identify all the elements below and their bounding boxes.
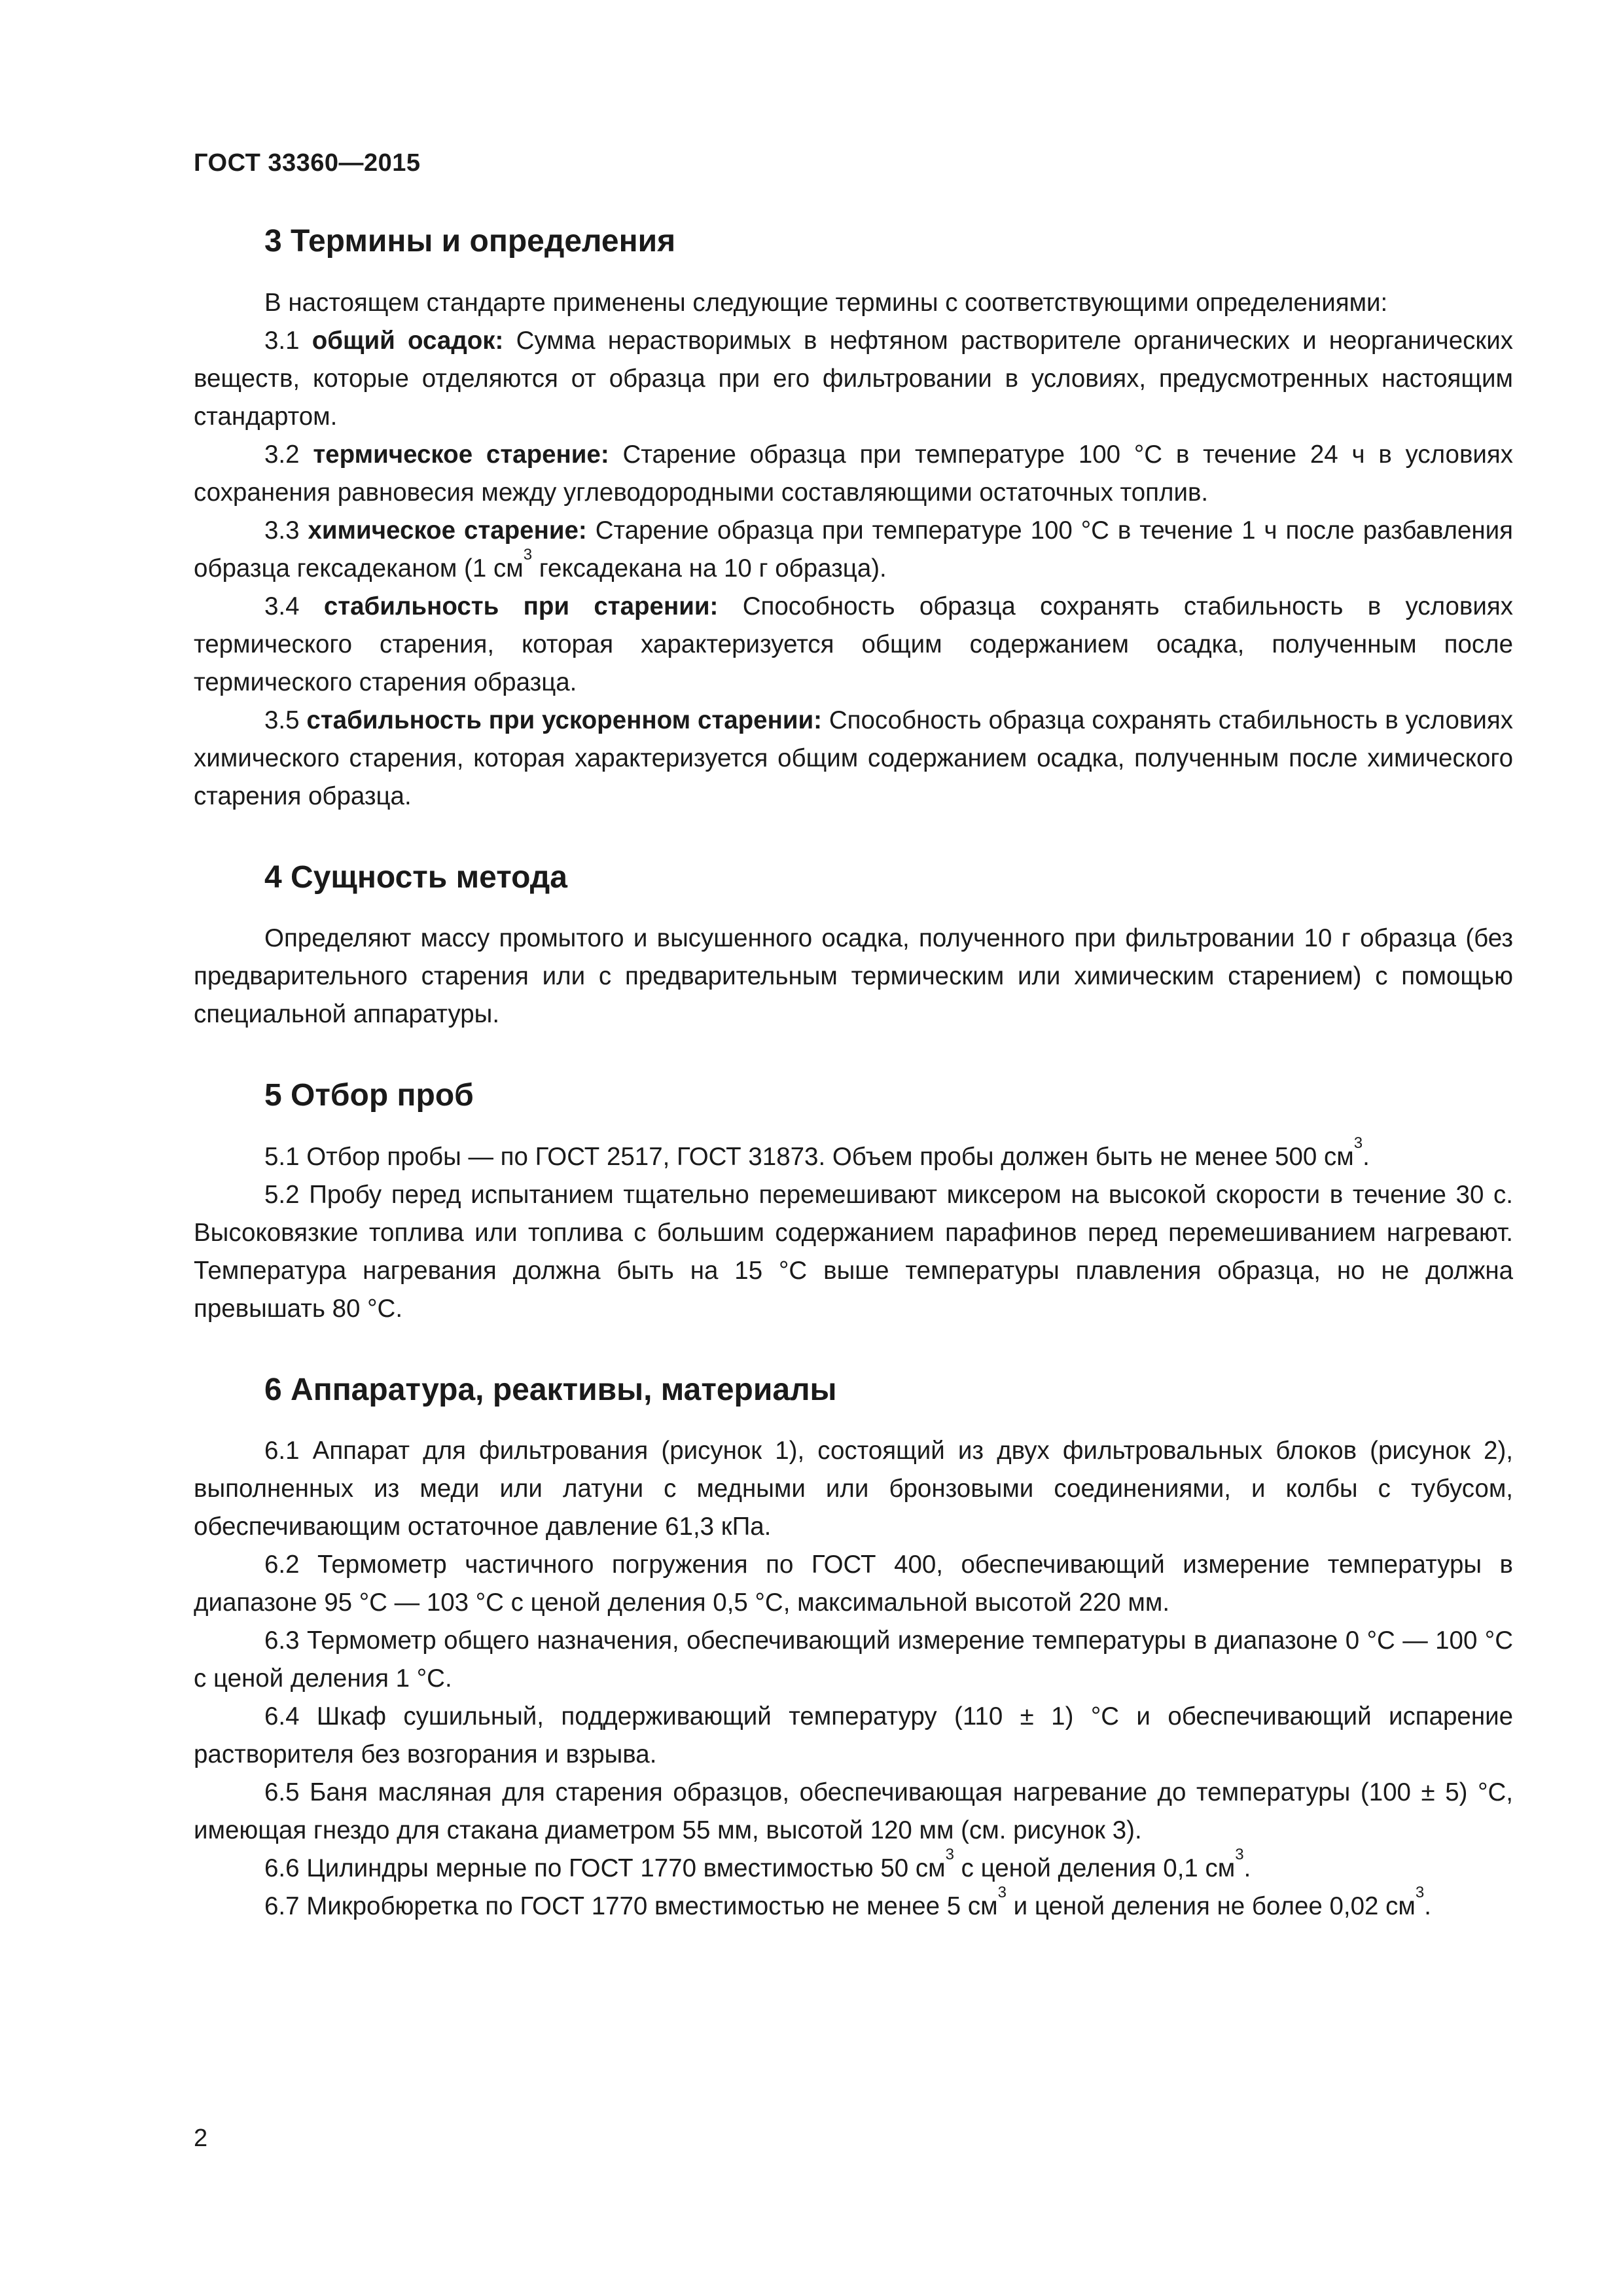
term-number: 3.5 [264, 706, 300, 734]
term-name: общий осадок: [312, 326, 504, 355]
section-3-title: 3 Термины и определения [264, 224, 676, 259]
superscript: 3 [997, 1884, 1007, 1902]
superscript: 3 [945, 1846, 954, 1864]
paragraph-6-4: 6.4 Шкаф сушильный, поддерживающий температуру (110 ± 1) °С и обеспечивающий испарение растворителя без возгорания и взрыва. [194, 1702, 1513, 1769]
paragraph-text: 6.7 Микробюретка по ГОСТ 1770 вместимостью не менее 5 см [264, 1892, 998, 1921]
superscript: 3 [1415, 1884, 1425, 1902]
paragraph-6-7 [194, 1884, 1513, 1926]
term-definition: Способность образца сохранять стабильность в условиях термического старения, которая характеризуется общим содержанием осадка, полученным после термического старения образца. [194, 592, 1513, 696]
superscript: 3 [1353, 1134, 1363, 1152]
term-definition: Старение образца при температуре 100 °С в течение 24 ч в условиях сохранения равновесия между углеводородными составляющими остаточных топлив. [194, 440, 1513, 507]
paragraph-6-3: 6.3 Термометр общего назначения, обеспечивающий измерение температуры в диапазоне 0 °С — 100 °С с ценой деления 1 °С. [194, 1626, 1513, 1693]
section-5 [194, 1077, 1513, 1328]
section-4 [194, 859, 1513, 1034]
paragraph-text-end: . [1424, 1892, 1431, 1921]
term-number: 3.4 [264, 592, 300, 620]
term-definition-end: гексадекана на 10 г образца). [532, 554, 887, 583]
paragraph-6-5: 6.5 Баня масляная для старения образцов, обеспечивающая нагревание до температуры (100 ± 5) °С, имеющая гнездо для стакана диаметром 55 мм, высотой 120 мм (см. рисунок 3). [194, 1778, 1513, 1845]
term-definition: Способность образца сохранять стабильность в условиях химического старения, которая характеризуется общим содержанием осадка, полученным после химического старения образца. [194, 706, 1513, 810]
term-3-4 [194, 588, 1513, 702]
term-number: 3.2 [264, 440, 300, 469]
paragraph-6-1: 6.1 Аппарат для фильтрования (рисунок 1), состоящий из двух фильтровальных блоков (рисунок 2), выполненных из меди или латуни с медными или бронзовыми соединениями, и колбы с тубусом, обеспечивающим остаточное давление 61,3 кПа. [194, 1437, 1513, 1541]
term-name: стабильность при ускоренном старении: [306, 706, 822, 734]
paragraph-text-end: . [1363, 1142, 1370, 1171]
term-3-5 [194, 702, 1513, 816]
term-name: химическое старение: [308, 516, 587, 545]
paragraph-6-6 [194, 1846, 1513, 1888]
term-3-2 [194, 436, 1513, 512]
document-header: ГОСТ 33360—2015 [194, 149, 421, 177]
paragraph-text: с ценой деления 0,1 см [954, 1854, 1236, 1883]
page-number: 2 [194, 2125, 208, 2152]
section-6-title: 6 Аппаратура, реактивы, материалы [264, 1372, 837, 1407]
superscript: 3 [523, 545, 533, 564]
paragraph-6-2: 6.2 Термометр частичного погружения по ГОСТ 400, обеспечивающий измерение температуры в диапазоне 95 °С — 103 °С с ценой деления 0,5 °С, максимальной высотой 220 мм. [194, 1551, 1513, 1617]
term-name: термическое старение: [313, 440, 609, 469]
paragraph-text: и ценой деления не более 0,02 см [1006, 1892, 1416, 1921]
section-4-text: Определяют массу промытого и высушенного осадка, полученного при фильтровании 10 г образца (без предварительного старения или с предварительным термическим или химическим старением) с помощью специальной аппаратуры. [194, 924, 1513, 1029]
term-number: 3.1 [264, 326, 300, 355]
document-body [194, 196, 1513, 1926]
superscript: 3 [1235, 1846, 1244, 1864]
term-definition: Сумма нерастворимых в нефтяном растворителе органических и неорганических веществ, которые отделяются от образца при его фильтровании в условиях, предусмотренных настоящим стандартом. [194, 326, 1513, 431]
paragraph-5-1 [194, 1134, 1513, 1176]
term-name: стабильность при старении: [323, 592, 719, 620]
section-6 [194, 1371, 1513, 1926]
section-3 [194, 223, 1513, 816]
paragraph-5-2: 5.2 Пробу перед испытанием тщательно перемешивают миксером на высокой скорости в течение 30 с. Высоковязкие топлива или топлива с большим содержанием парафинов перед перемешиванием нагревают. Температура нагревания должна быть на 15 °С выше температуры плавления образца, но не должна превышать 80 °С. [194, 1180, 1513, 1323]
section-5-title: 5 Отбор проб [264, 1078, 474, 1113]
term-number: 3.3 [264, 516, 300, 545]
term-3-3 [194, 512, 1513, 588]
term-definition: Старение образца при температуре 100 °С в течение 1 ч после разбавления образца гексадеканом (1 см [194, 516, 1514, 583]
section-4-title: 4 Сущность метода [264, 859, 567, 895]
paragraph-text: 6.6 Цилиндры мерные по ГОСТ 1770 вместимостью 50 см [264, 1854, 946, 1883]
paragraph-text-end: . [1243, 1854, 1251, 1883]
section-3-intro: В настоящем стандарте применены следующие термины с соответствующими определениями: [264, 288, 1388, 317]
paragraph-text: 5.1 Отбор пробы — по ГОСТ 2517, ГОСТ 31873. Объем пробы должен быть не менее 500 см [264, 1142, 1354, 1171]
term-3-1 [194, 322, 1513, 436]
